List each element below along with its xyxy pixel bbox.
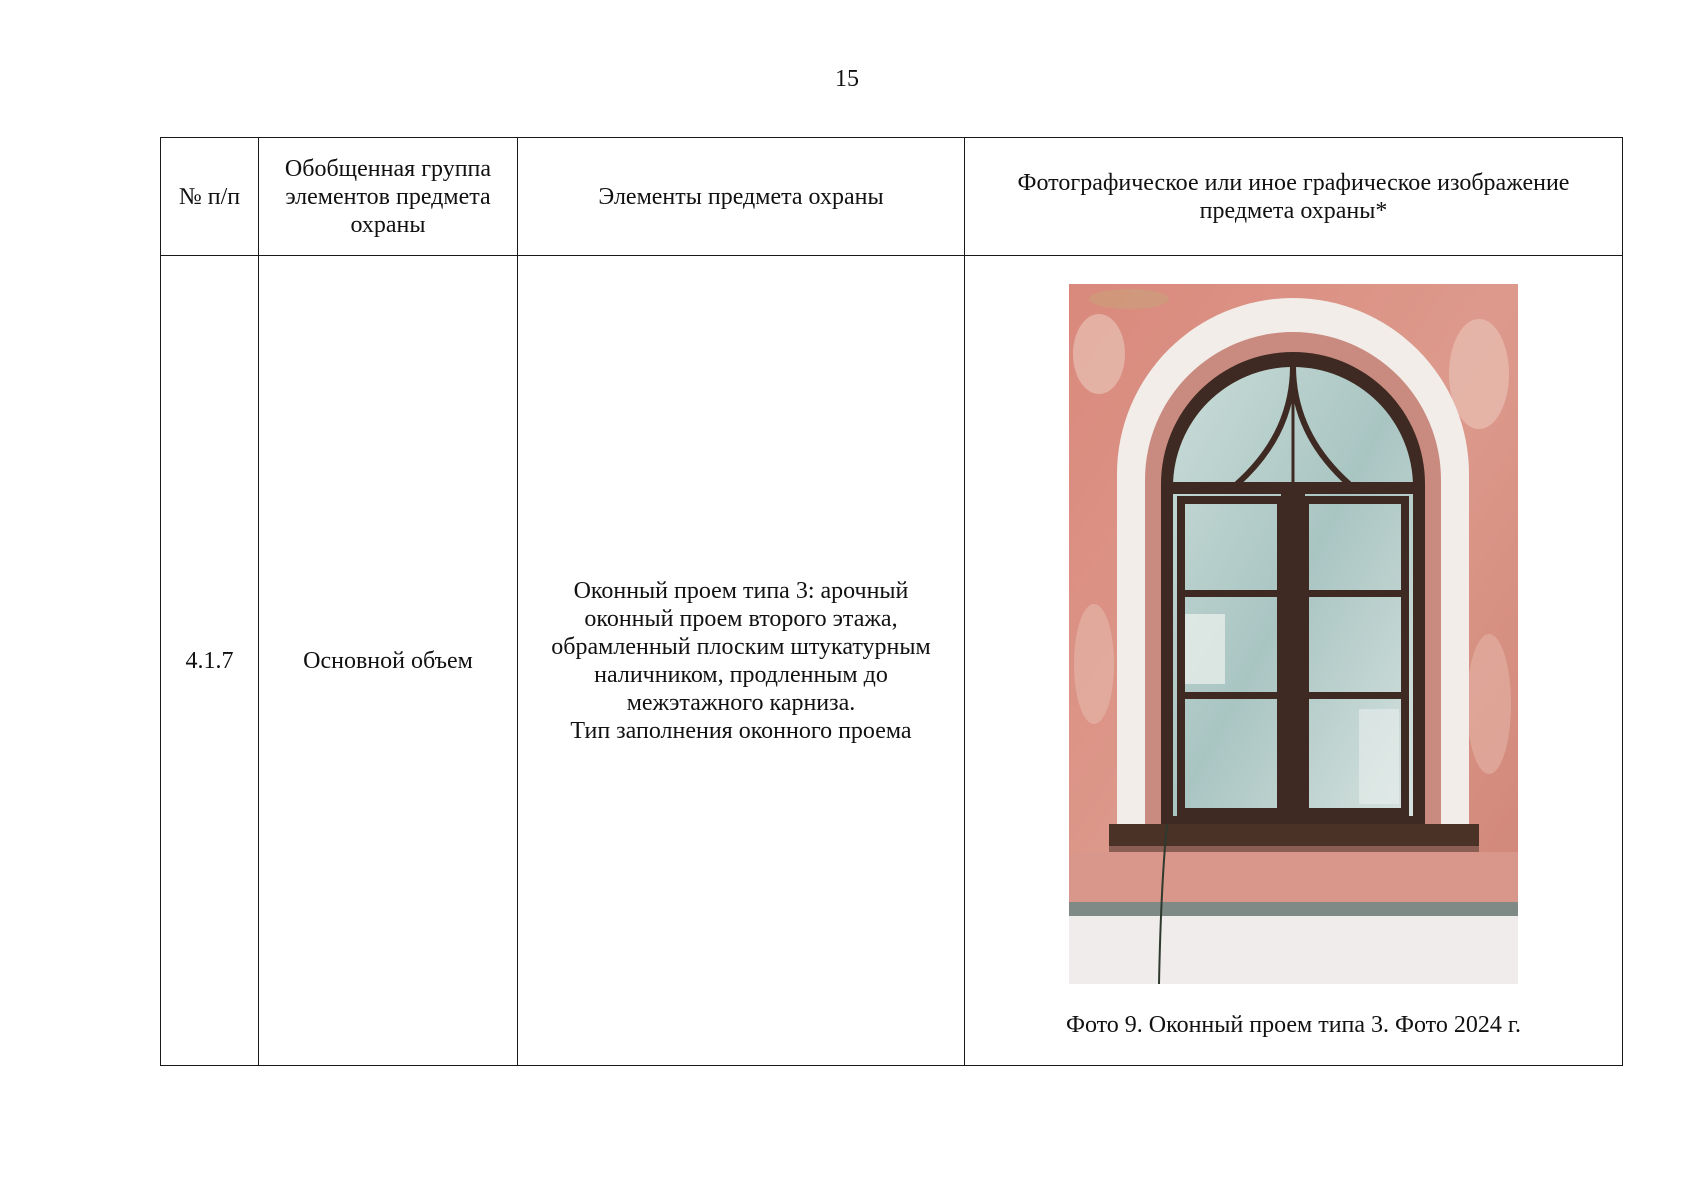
row-description <box>518 256 965 1066</box>
photo-caption: Фото 9. Оконный проем типа 3. Фото 2024 г. <box>1065 1012 1521 1038</box>
row-group: Основной объем <box>259 256 518 1066</box>
row-number: 4.1.7 <box>161 256 259 1066</box>
header-number: № п/п <box>161 138 259 256</box>
window-photo <box>1069 284 1518 984</box>
page-number: 15 <box>835 66 859 92</box>
description-fill-type: Тип заполнения оконного проема <box>570 717 912 744</box>
description-text: Оконный проем типа 3: арочный оконный проем второго этажа, обрамленный плоским штукатурным наличником, продленным до межэтажного карниза. <box>551 577 931 716</box>
table-header-row <box>161 138 1623 256</box>
table-row <box>161 256 1623 1066</box>
header-image: Фотографическое или иное графическое изображение предмета охраны* <box>965 138 1623 256</box>
header-group: Обобщенная группа элементов предмета охраны <box>259 138 518 256</box>
row-photo-cell <box>965 256 1623 1066</box>
header-elements: Элементы предмета охраны <box>518 138 965 256</box>
cornice <box>1069 902 1518 916</box>
protected-elements-table <box>160 137 1623 1066</box>
